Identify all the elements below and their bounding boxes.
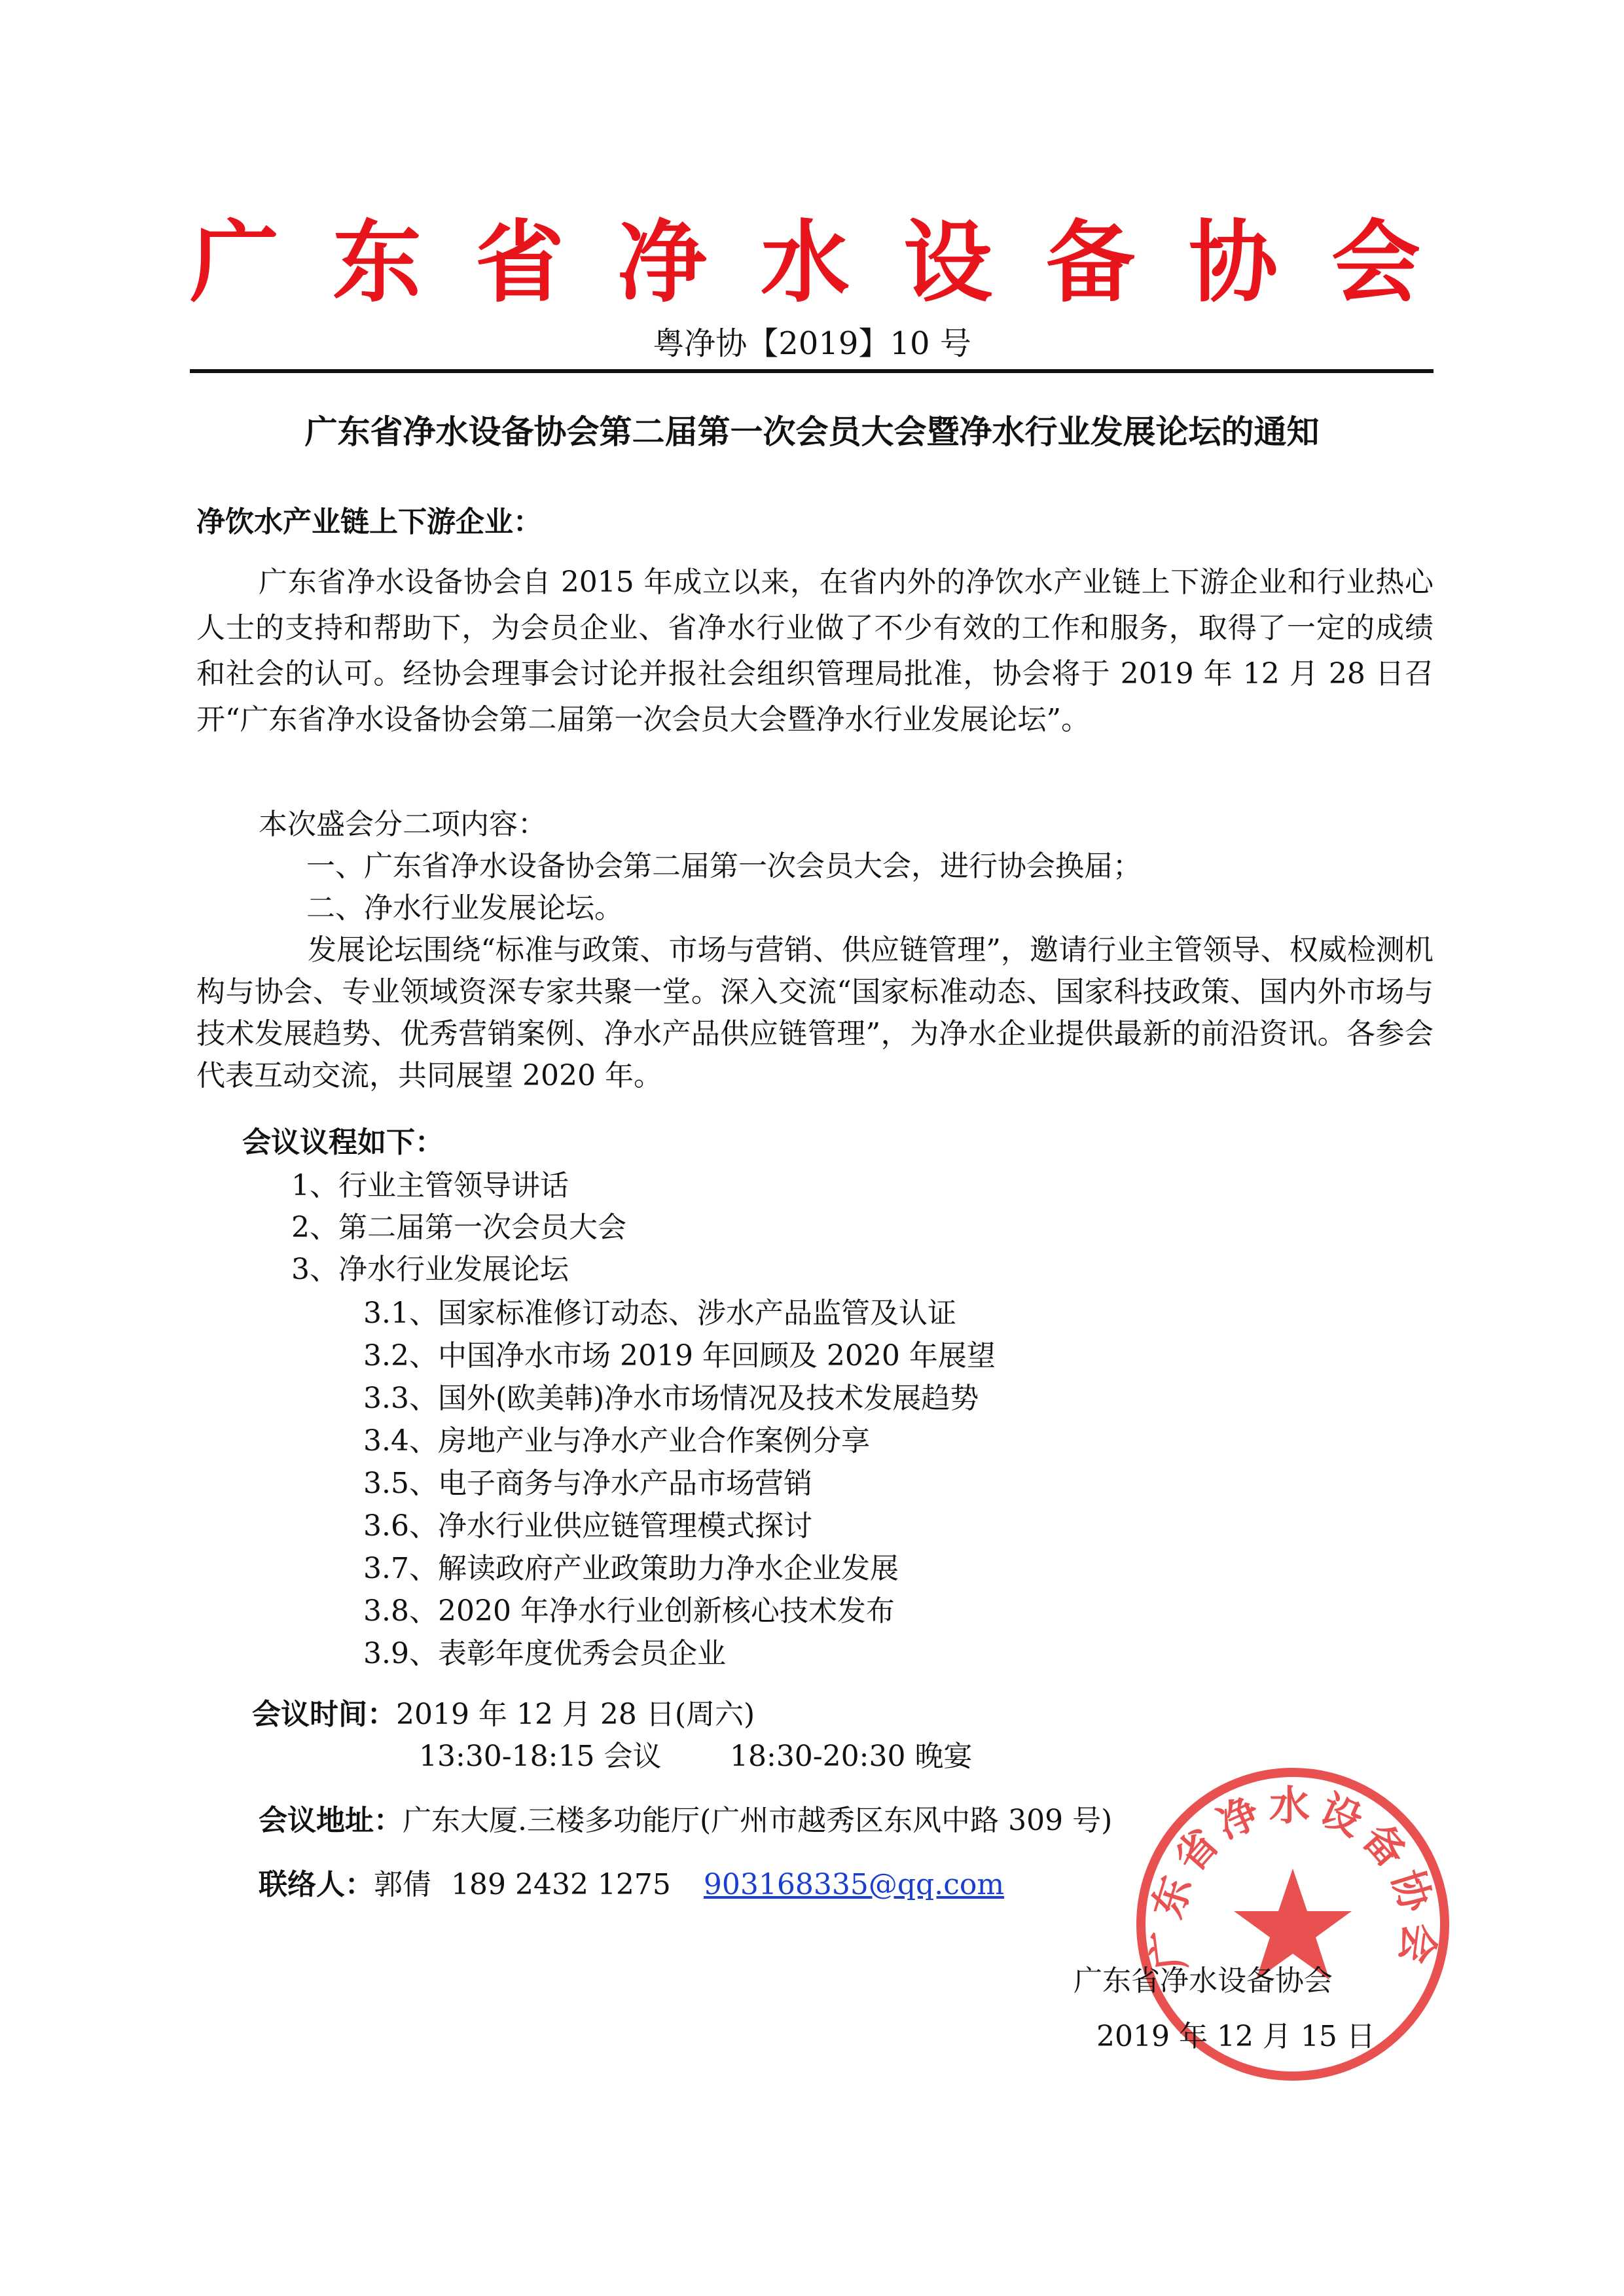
intro-paragraph: 广东省净水设备协会自 2015 年成立以来，在省内外的净饮水产业链上下游企业和行业热心人士的支持和帮助下，为会员企业、省净水行业做了不少有效的工作和服务，取得了一定的成绩和社会的认可。经协会理事会讨论并报社会组织管理局批准，协会将于 2019 年 12 月 28 日召开“广东省净水设备协会第二届第一次会员大会暨净水行业发展论坛”。 bbox=[196, 565, 1434, 736]
content-item-1: 一、广东省净水设备协会第二届第一次会员大会，进行协会换届； bbox=[306, 850, 1142, 883]
agenda-sub-item: 3.9、表彰年度优秀会员企业 bbox=[363, 1637, 726, 1670]
header-divider bbox=[190, 369, 1434, 373]
meeting-time-label: 会议时间： bbox=[252, 1698, 396, 1731]
agenda-sub-item: 3.8、2020 年净水行业创新核心技术发布 bbox=[363, 1594, 895, 1628]
forum-paragraph: 发展论坛围绕“标准与政策、市场与营销、供应链管理”，邀请行业主管领导、权威检测机构与协会、专业领域资深专家共聚一堂。深入交流“国家标准动态、国家科技政策、国内外市场与技术发展趋势、优秀营销案例、净水产品供应链管理”，为净水企业提供最新的前沿资讯。各参会代表互动交流，共同展望 2020 年。 bbox=[196, 933, 1434, 1092]
agenda-item: 3、净水行业发展论坛 bbox=[291, 1253, 569, 1286]
letterhead-title: 广东省净水设备协会 bbox=[190, 211, 1474, 315]
agenda-heading: 会议议程如下： bbox=[242, 1126, 444, 1159]
meeting-session-2: 18:30-20:30 晚宴 bbox=[730, 1740, 973, 1773]
meeting-location bbox=[259, 1800, 1112, 1842]
contact-line bbox=[259, 1864, 1004, 1906]
content-intro: 本次盛会分二项内容： bbox=[259, 808, 547, 841]
meeting-session-1: 13:30-18:15 会议 bbox=[419, 1740, 662, 1773]
notice-title: 广东省净水设备协会第二届第一次会员大会暨净水行业发展论坛的通知 bbox=[304, 413, 1320, 451]
signature-organization: 广东省净水设备协会 bbox=[1074, 1964, 1333, 1998]
contact-name: 郭倩 bbox=[374, 1868, 431, 1901]
contact-phone: 189 2432 1275 bbox=[451, 1868, 671, 1901]
content-item-2: 二、净水行业发展论坛。 bbox=[306, 891, 623, 925]
meeting-time bbox=[252, 1694, 755, 1736]
signature-date: 2019 年 12 月 15 日 bbox=[1096, 2020, 1375, 2053]
document-number: 粤净协【2019】10 号 bbox=[653, 325, 971, 362]
agenda-sub-item: 3.5、电子商务与净水产品市场营销 bbox=[363, 1467, 812, 1500]
contact-email-link[interactable]: 903168335@qq.com bbox=[703, 1868, 1005, 1901]
meeting-date: 2019 年 12 月 28 日(周六) bbox=[396, 1698, 755, 1731]
seal-text: 广东省净水设备协会 bbox=[1142, 1782, 1444, 1973]
agenda-sub-item: 3.7、解读政府产业政策助力净水企业发展 bbox=[363, 1552, 899, 1585]
salutation: 净饮水产业链上下游企业： bbox=[196, 505, 542, 539]
agenda-sub-item: 3.3、国外(欧美韩)净水市场情况及技术发展趋势 bbox=[363, 1382, 979, 1415]
agenda-sub-item: 3.1、国家标准修订动态、涉水产品监管及认证 bbox=[363, 1297, 956, 1330]
contact-label: 联络人： bbox=[259, 1868, 374, 1901]
meeting-location-value: 广东大厦.三楼多功能厅(广州市越秀区东风中路 309 号) bbox=[403, 1804, 1113, 1837]
agenda-sub-item: 3.4、房地产业与净水产业合作案例分享 bbox=[363, 1424, 870, 1458]
meeting-location-label: 会议地址： bbox=[259, 1804, 403, 1837]
agenda-item: 1、行业主管领导讲话 bbox=[291, 1169, 569, 1202]
agenda-sub-item: 3.2、中国净水市场 2019 年回顾及 2020 年展望 bbox=[363, 1339, 996, 1372]
agenda-sub-item: 3.6、净水行业供应链管理模式探讨 bbox=[363, 1509, 812, 1543]
agenda-item: 2、第二届第一次会员大会 bbox=[291, 1211, 626, 1244]
